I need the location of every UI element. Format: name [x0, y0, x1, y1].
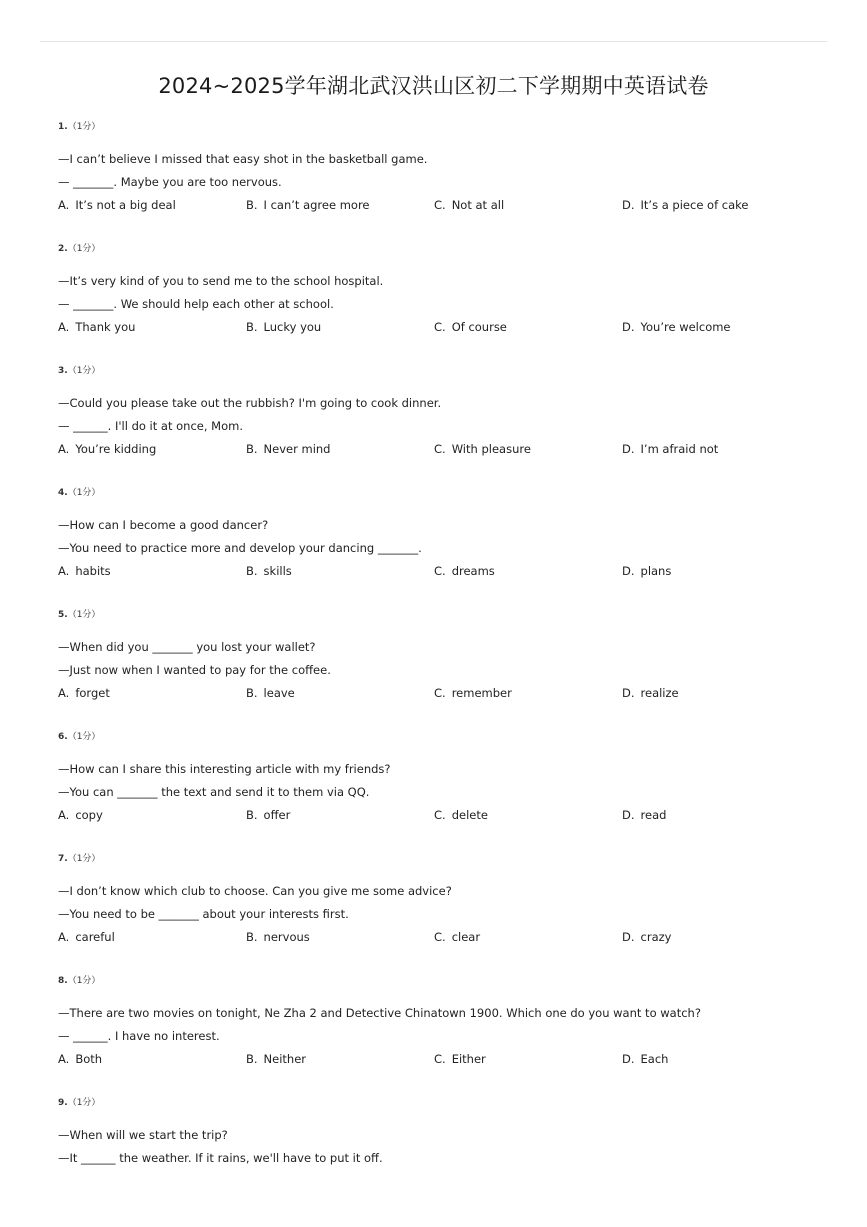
question-header [58, 120, 828, 134]
option-letter: A. [58, 320, 70, 334]
dialogue-line: — _______. Maybe you are too nervous. [58, 175, 282, 189]
option-letter: A. [58, 564, 70, 578]
option-text: delete [451, 808, 488, 822]
answer-option-c[interactable] [434, 1048, 486, 1071]
question-9 [58, 1096, 828, 1170]
option-text: copy [75, 808, 103, 822]
answer-option-a[interactable] [58, 316, 135, 339]
top-divider [40, 41, 827, 42]
option-letter: A. [58, 1052, 70, 1066]
answer-option-d[interactable] [622, 926, 671, 949]
answer-option-b[interactable] [246, 438, 330, 461]
option-text: Lucky you [263, 320, 322, 334]
answer-option-a[interactable] [58, 926, 115, 949]
dialogue-line: —Could you please take out the rubbish? I'm going to cook dinner. [58, 396, 442, 410]
question-2 [58, 242, 828, 339]
question-score: （1分） [67, 732, 101, 742]
dialogue-line: —How can I share this interesting article with my friends? [58, 762, 391, 776]
option-letter: B. [246, 564, 258, 578]
dialogue-line: — _______. We should help each other at school. [58, 297, 334, 311]
option-letter: B. [246, 198, 258, 212]
option-letter: B. [246, 1052, 258, 1066]
dialogue-line: —It ______ the weather. If it rains, we'll have to put it off. [58, 1151, 383, 1165]
option-text: I’m afraid not [640, 442, 719, 456]
option-text: Thank you [75, 320, 136, 334]
option-letter: D. [622, 198, 635, 212]
option-letter: B. [246, 686, 258, 700]
option-text: I can’t agree more [263, 198, 370, 212]
option-letter: C. [434, 442, 446, 456]
dialogue-line: —You need to practice more and develop your dancing _______. [58, 541, 422, 555]
question-score: （1分） [67, 122, 101, 132]
answer-option-a[interactable] [58, 804, 103, 827]
dialogue-line: —It’s very kind of you to send me to the school hospital. [58, 274, 384, 288]
answer-option-c[interactable] [434, 194, 504, 217]
option-letter: D. [622, 564, 635, 578]
question-number: 5. [58, 610, 68, 620]
option-text: dreams [451, 564, 495, 578]
question-header [58, 242, 828, 256]
option-text: clear [451, 930, 481, 944]
question-4 [58, 486, 828, 583]
option-letter: C. [434, 198, 446, 212]
answer-option-a[interactable] [58, 438, 156, 461]
option-text: crazy [640, 930, 672, 944]
option-text: skills [263, 564, 292, 578]
dialogue-line: — ______. I'll do it at once, Mom. [58, 419, 243, 433]
option-letter: C. [434, 320, 446, 334]
option-text: Neither [263, 1052, 307, 1066]
question-number: 4. [58, 488, 68, 498]
answer-options [58, 804, 828, 827]
option-letter: B. [246, 930, 258, 944]
option-text: offer [263, 808, 291, 822]
question-header [58, 1096, 828, 1110]
dialogue-line: —There are two movies on tonight, Ne Zha 2 and Detective Chinatown 1900. Which one do you want to watch? [58, 1006, 701, 1020]
option-letter: B. [246, 808, 258, 822]
question-score: （1分） [67, 854, 101, 864]
dialogue-line: —When did you _______ you lost your wallet? [58, 640, 316, 654]
answer-option-a[interactable] [58, 1048, 102, 1071]
option-text: Both [75, 1052, 103, 1066]
answer-option-b[interactable] [246, 682, 295, 705]
answer-option-b[interactable] [246, 1048, 306, 1071]
option-text: With pleasure [451, 442, 531, 456]
option-letter: A. [58, 198, 70, 212]
option-letter: D. [622, 320, 635, 334]
option-text: forget [75, 686, 110, 700]
answer-option-d[interactable] [622, 682, 679, 705]
question-number: 3. [58, 366, 68, 376]
option-text: Of course [451, 320, 507, 334]
option-letter: D. [622, 930, 635, 944]
question-score: （1分） [67, 244, 101, 254]
question-8 [58, 974, 828, 1071]
dialogue-line: —I can’t believe I missed that easy shot in the basketball game. [58, 152, 428, 166]
question-1 [58, 120, 828, 217]
question-header [58, 974, 828, 988]
question-number: 6. [58, 732, 68, 742]
option-text: Never mind [263, 442, 331, 456]
option-letter: A. [58, 442, 70, 456]
option-text: Each [640, 1052, 669, 1066]
question-header [58, 852, 828, 866]
answer-option-d[interactable] [622, 194, 748, 217]
answer-options [58, 438, 828, 461]
question-7 [58, 852, 828, 949]
answer-option-d[interactable] [622, 438, 718, 461]
answer-options [58, 316, 828, 339]
option-text: careful [75, 930, 115, 944]
answer-option-d[interactable] [622, 1048, 668, 1071]
option-letter: C. [434, 686, 446, 700]
option-letter: D. [622, 808, 635, 822]
option-letter: C. [434, 808, 446, 822]
question-number: 2. [58, 244, 68, 254]
dialogue-line: —I don’t know which club to choose. Can you give me some advice? [58, 884, 452, 898]
answer-options [58, 682, 828, 705]
question-header [58, 364, 828, 378]
page-title: 2024~2025学年湖北武汉洪山区初二下学期期中英语试卷 [158, 74, 709, 98]
option-text: realize [640, 686, 679, 700]
option-text: It’s a piece of cake [640, 198, 749, 212]
option-letter: A. [58, 930, 70, 944]
dialogue-line: — ______. I have no interest. [58, 1029, 220, 1043]
answer-option-d[interactable] [622, 804, 666, 827]
option-letter: A. [58, 686, 70, 700]
option-letter: B. [246, 442, 258, 456]
answer-options [58, 926, 828, 949]
question-number: 1. [58, 122, 68, 132]
option-text: You’re welcome [640, 320, 731, 334]
option-letter: C. [434, 1052, 446, 1066]
question-score: （1分） [67, 366, 101, 376]
dialogue-line: —You can _______ the text and send it to them via QQ. [58, 785, 370, 799]
option-text: habits [75, 564, 111, 578]
answer-option-c[interactable] [434, 560, 495, 583]
answer-option-c[interactable] [434, 926, 480, 949]
question-5 [58, 608, 828, 705]
option-letter: B. [246, 320, 258, 334]
question-header [58, 486, 828, 500]
option-text: You’re kidding [75, 442, 157, 456]
question-header [58, 608, 828, 622]
option-text: read [640, 808, 667, 822]
question-number: 8. [58, 976, 68, 986]
dialogue-line: —When will we start the trip? [58, 1128, 228, 1142]
answer-option-a[interactable] [58, 560, 111, 583]
answer-option-b[interactable] [246, 194, 370, 217]
dialogue-line: —You need to be _______ about your interests first. [58, 907, 349, 921]
option-letter: D. [622, 1052, 635, 1066]
answer-option-b[interactable] [246, 926, 310, 949]
question-score: （1分） [67, 976, 101, 986]
option-letter: C. [434, 564, 446, 578]
option-text: nervous [263, 930, 310, 944]
question-score: （1分） [67, 488, 101, 498]
answer-option-c[interactable] [434, 438, 531, 461]
option-text: It’s not a big deal [75, 198, 176, 212]
question-number: 7. [58, 854, 68, 864]
question-header [58, 730, 828, 744]
option-text: Not at all [451, 198, 505, 212]
option-letter: D. [622, 442, 635, 456]
answer-option-c[interactable] [434, 804, 488, 827]
answer-option-b[interactable] [246, 560, 292, 583]
option-text: remember [451, 686, 512, 700]
answer-option-c[interactable] [434, 316, 507, 339]
question-number: 9. [58, 1098, 68, 1108]
option-letter: D. [622, 686, 635, 700]
answer-option-d[interactable] [622, 316, 731, 339]
option-letter: C. [434, 930, 446, 944]
answer-options [58, 1048, 828, 1071]
answer-option-b[interactable] [246, 316, 321, 339]
option-text: Either [451, 1052, 486, 1066]
question-score: （1分） [67, 1098, 101, 1108]
question-3 [58, 364, 828, 461]
question-6 [58, 730, 828, 827]
option-letter: A. [58, 808, 70, 822]
answer-options [58, 560, 828, 583]
option-text: leave [263, 686, 295, 700]
answer-option-a[interactable] [58, 194, 176, 217]
option-text: plans [640, 564, 672, 578]
question-score: （1分） [67, 610, 101, 620]
dialogue-line: —Just now when I wanted to pay for the coffee. [58, 663, 331, 677]
dialogue-line: —How can I become a good dancer? [58, 518, 269, 532]
answer-option-d[interactable] [622, 560, 671, 583]
answer-option-a[interactable] [58, 682, 110, 705]
answer-option-b[interactable] [246, 804, 290, 827]
answer-option-c[interactable] [434, 682, 512, 705]
answer-options [58, 194, 828, 217]
